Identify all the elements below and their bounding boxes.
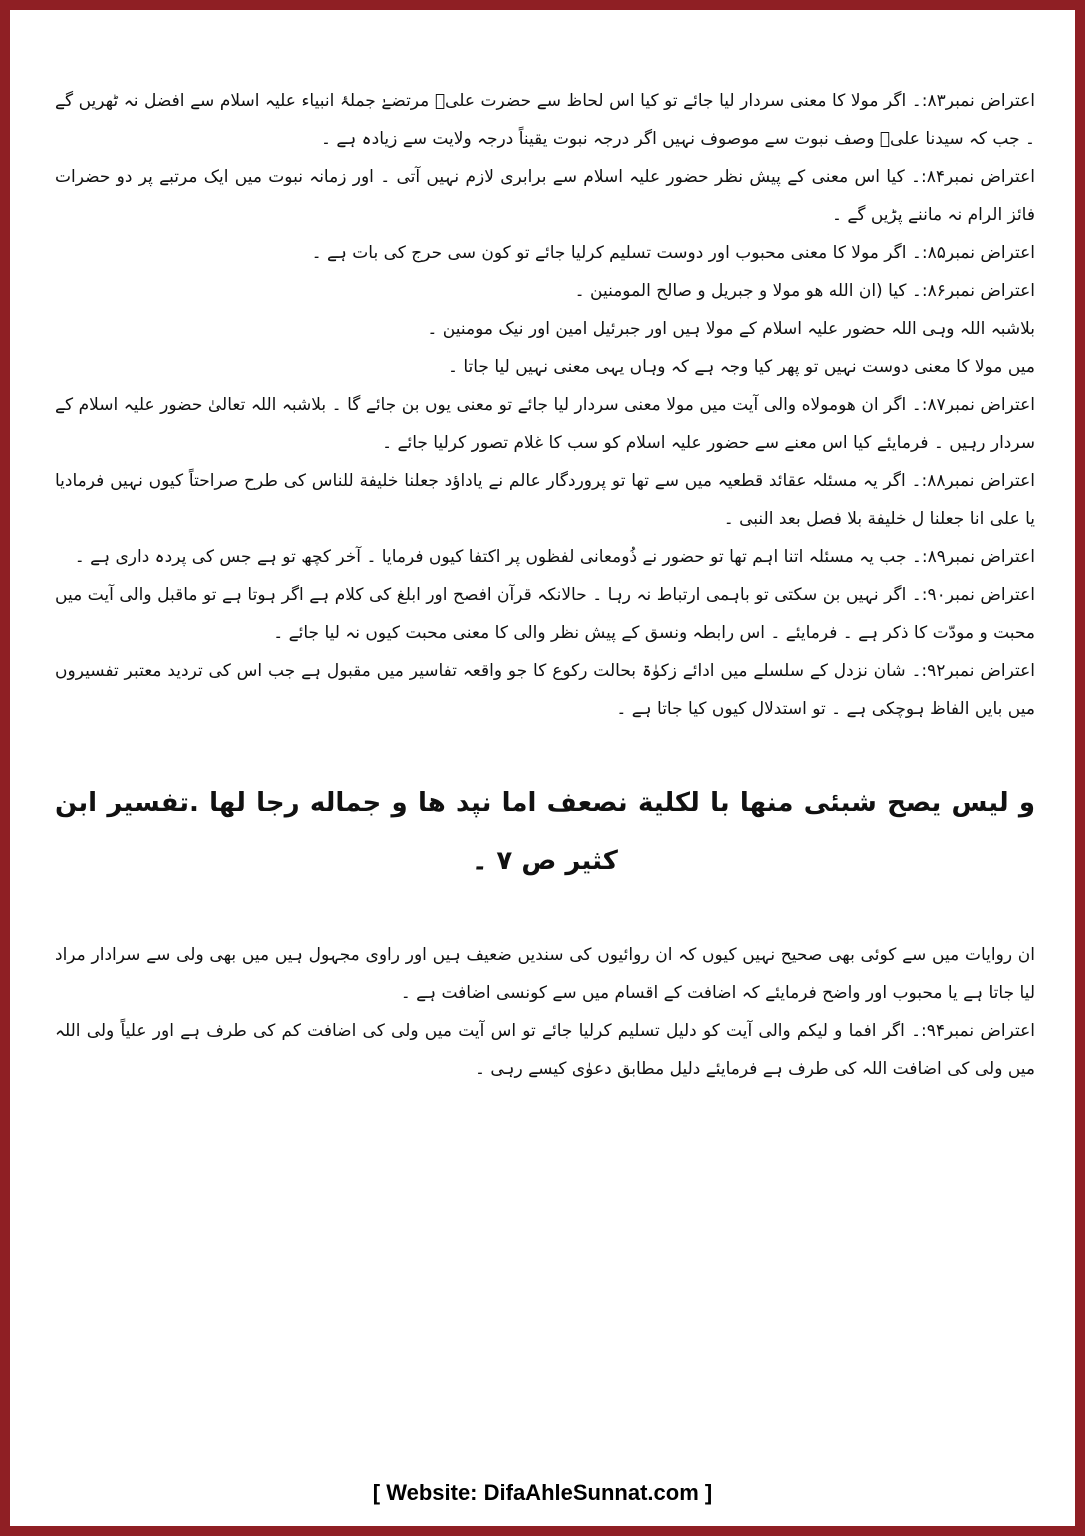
objection-92: اعتراض نمبر۹۲:۔ شان نزدل کے سلسلے میں ادائے زکوٰۃ بحالت رکوع کا جو واقعہ تفاسیر میں مقبول ہے جب اس کی تردید معتبر تفسیروں میں بایں الفاظ ہوچکی ہے ۔ تو استدلال کیوں کیا جاتا ہے ۔ <box>55 661 1035 719</box>
objection-87: اعتراض نمبر۸۷:۔ اگر ان هومولاه والی آیت میں مولا معنی سردار لیا جائے تو معنی یوں بن جائے گا ۔ بلاشبہ اللہ تعالیٰ حضور علیہ اسلام کے سردار رہیں ۔ فرمایئے کیا اس معنے سے حضور علیہ اسلام کو سب کا غلام تصور کرلیا جائے ۔ <box>55 395 1035 453</box>
objection-83: اعتراض نمبر۸۳:۔ اگر مولا کا معنی سردار لیا جائے تو کیا اس لحاظ سے حضرت علیؓ مرتضےٰ جملۂ انبیاء علیہ اسلام سے افضل نہ ٹھریں گے ۔ جب کہ سیدنا علیؓ وصف نبوت سے موصوف نہیں اگر درجہ نبوت یقیناً درجہ ولایت سے زیادہ ہے ۔ <box>55 91 1035 149</box>
objection-89: اعتراض نمبر۸۹:۔ جب یہ مسئلہ اتنا اہم تھا تو حضور نے ذُومعانی لفظوں پر اکتفا کیوں فرمایا ۔ آخر کچھ تو ہے جس کی پردہ داری ہے ۔ <box>74 547 1035 567</box>
objection-86-question: میں مولا کا معنی دوست نہیں تو پھر کیا وجہ ہے کہ وہاں یہی معنی نہیں لیا جاتا ۔ <box>447 357 1035 377</box>
narrations-paragraph: ان روایات میں سے کوئی بھی صحیح نہیں کیوں کہ ان روائیوں کی سندیں ضعیف ہیں اور راوی مجہول ہیں میں بھی ولی سے سرادار مراد لیا جاتا ہے یا محبوب اور واضح فرمایئے کہ اضافت کے اقسام میں سے کونسی اضافت ہے ۔ <box>55 945 1035 1003</box>
objection-85: اعتراض نمبر۸۵:۔ اگر مولا کا معنی محبوب اور دوست تسلیم کرلیا جائے تو کون سی حرج کی بات ہے ۔ <box>311 243 1035 263</box>
objection-84: اعتراض نمبر۸۴:۔ کیا اس معنی کے پیش نظر حضور علیہ اسلام سے برابری لازم نہیں آتی ۔ اور زمانہ نبوت میں ایک مرتبے پر دو حضرات فائز الرام نہ ماننے پڑیں گے ۔ <box>55 167 1035 225</box>
document-body <box>55 82 1035 1088</box>
objection-90: اعتراض نمبر۹۰:۔ اگر نہیں بن سکتی تو باہمی ارتباط نہ رہا ۔ حالانکہ قرآن افصح اور ابلغ کی کلام ہے اگر ہوتا ہے تو ماقبل والی آیت میں محبت و مودّت کا ذکر ہے ۔ فرمایئے ۔ اس رابطہ ونسق کے پیش نظر والی کا معنی محبت کیوں نہ لیا جائے ۔ <box>55 585 1035 643</box>
arabic-quotation: و ليس يصح شبئى منها با لكلية نصعف اما نپد ها و جماله رجا لها .تفسير ابن كثير ص ۷ ۔ <box>55 788 1035 876</box>
objection-94: اعتراض نمبر۹۴:۔ اگر افما و لیکم والی آیت کو دلیل تسلیم کرلیا جائے تو اس آیت میں ولی کی اضافت کم کی طرف ہے اور علیاً ولی اللہ میں ولی کی اضافت اللہ کی طرف ہے فرمایئے دلیل مطابق دعوٰی کیسے رہی ۔ <box>55 1021 1035 1079</box>
section-gap <box>55 890 1035 936</box>
objection-86-translation: بلاشبہ اللہ وہی اللہ حضور علیہ اسلام کے مولا ہیں اور جبرئیل امین اور نیک مومنین ۔ <box>427 319 1035 339</box>
objection-88: اعتراض نمبر۸۸:۔ اگر یہ مسئلہ عقائد قطعیہ میں سے تھا تو پروردگار عالم نے یاداؤد جعلنا خلیفة للناس کی طرح صراحتاً کیوں نہیں فرمادیا یا علی انا جعلنا ل خلیفة بلا فصل بعد النبی ۔ <box>55 471 1035 529</box>
website-footer: [ Website: DifaAhleSunnat.com ] <box>372 1480 713 1505</box>
section-gap <box>55 728 1035 774</box>
objection-86: اعتراض نمبر۸۶:۔ کیا (ان الله هو مولا و جبریل و صالح المومنین ۔ <box>574 281 1035 301</box>
